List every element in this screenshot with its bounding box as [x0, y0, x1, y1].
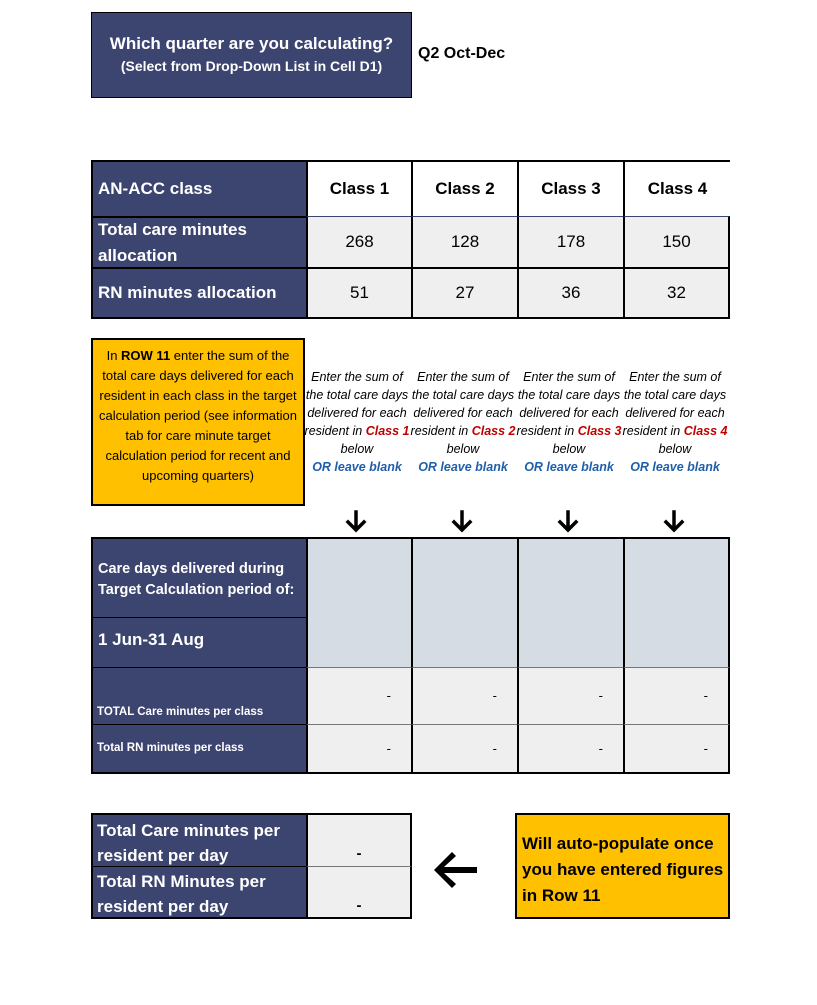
instruction-row-ref: ROW 11 [121, 348, 171, 363]
total-care-per-class-1: - [306, 667, 411, 724]
class-header-1: Class 1 [306, 160, 411, 216]
care-days-input-class-2[interactable] [411, 537, 517, 667]
care-days-input-class-1[interactable] [306, 537, 411, 667]
column-instruction-below: below [658, 442, 692, 456]
total-rn-per-class-2: - [411, 724, 517, 774]
care-per-resident-label: Total Care minutes per resident per day [91, 813, 306, 866]
column-instruction-1 [304, 368, 410, 476]
instruction-text-pre: In [106, 348, 122, 363]
alloc-row-label-class: AN-ACC class [91, 160, 306, 216]
quarter-question-hint: (Select from Drop-Down List in Cell D1) [120, 58, 383, 74]
quarter-question-box [91, 12, 412, 98]
total-rn-per-class-3: - [517, 724, 623, 774]
rn-per-resident-label: Total RN Minutes per resident per day [91, 866, 306, 919]
total-rn-per-class-1: - [306, 724, 411, 774]
row11-instruction [91, 338, 305, 506]
care-days-label: Care days delivered during Target Calculation period of: [91, 537, 306, 617]
column-instruction-alt: OR leave blank [418, 460, 508, 474]
column-instruction-text: Enter the sum of the total care days delivered for each resident in [622, 370, 727, 438]
column-instruction-text: Enter the sum of the total care days delivered for each resident in [304, 370, 409, 438]
alloc-row-label-rn: RN minutes allocation [91, 267, 306, 319]
arrow-down-icon [449, 509, 475, 535]
column-instruction-class: Class 4 [683, 424, 728, 438]
column-instruction-class: Class 1 [365, 424, 410, 438]
total-rn-per-class-label: Total RN minutes per class [91, 724, 306, 774]
total-rn-per-class-4: - [623, 724, 730, 774]
column-instruction-class: Class 3 [577, 424, 622, 438]
total-care-class-2: 128 [411, 216, 517, 267]
alloc-row-label-total-care: Total care minutes allocation [91, 216, 306, 267]
rn-minutes-class-2: 27 [411, 267, 517, 319]
arrow-left-icon [430, 850, 480, 890]
column-instruction-alt: OR leave blank [524, 460, 614, 474]
target-period: 1 Jun-31 Aug [91, 617, 306, 667]
quarter-question: Which quarter are you calculating? [109, 34, 394, 53]
column-instruction-text: Enter the sum of the total care days delivered for each resident in [410, 370, 515, 438]
class-header-3: Class 3 [517, 160, 623, 216]
column-instruction-below: below [552, 442, 586, 456]
class-header-2: Class 2 [411, 160, 517, 216]
column-instruction-3 [516, 368, 622, 476]
quarter-dropdown-value[interactable]: Q2 Oct-Dec [418, 45, 506, 62]
total-care-class-3: 178 [517, 216, 623, 267]
total-care-per-class-3: - [517, 667, 623, 724]
column-instruction-alt: OR leave blank [312, 460, 402, 474]
column-instruction-below: below [446, 442, 480, 456]
column-instruction-class: Class 2 [471, 424, 516, 438]
total-care-class-1: 268 [306, 216, 411, 267]
care-days-input-class-3[interactable] [517, 537, 623, 667]
column-instruction-below: below [340, 442, 374, 456]
class-header-4: Class 4 [623, 160, 730, 216]
total-care-per-class-label: TOTAL Care minutes per class [91, 667, 306, 724]
arrow-down-icon [555, 509, 581, 535]
arrow-down-icon [661, 509, 687, 535]
column-instruction-4 [622, 368, 728, 476]
total-care-class-4: 150 [623, 216, 730, 267]
column-instruction-2 [410, 368, 516, 476]
column-instruction-text: Enter the sum of the total care days delivered for each resident in [516, 370, 621, 438]
rn-per-resident-value: - [306, 866, 412, 919]
rn-minutes-class-4: 32 [623, 267, 730, 319]
rn-minutes-class-3: 36 [517, 267, 623, 319]
total-care-per-class-2: - [411, 667, 517, 724]
instruction-text-post: enter the sum of the total care days delivered for each resident in each class in the target calculation period (see information tab for care minute target calculation period for recent and upcoming quarters) [99, 348, 297, 483]
rn-minutes-class-1: 51 [306, 267, 411, 319]
total-care-per-class-4: - [623, 667, 730, 724]
column-instruction-alt: OR leave blank [630, 460, 720, 474]
auto-populate-note: Will auto-populate once you have entered figures in Row 11 [515, 813, 730, 919]
care-per-resident-value: - [306, 813, 412, 866]
care-days-input-class-4[interactable] [623, 537, 730, 667]
arrow-down-icon [343, 509, 369, 535]
